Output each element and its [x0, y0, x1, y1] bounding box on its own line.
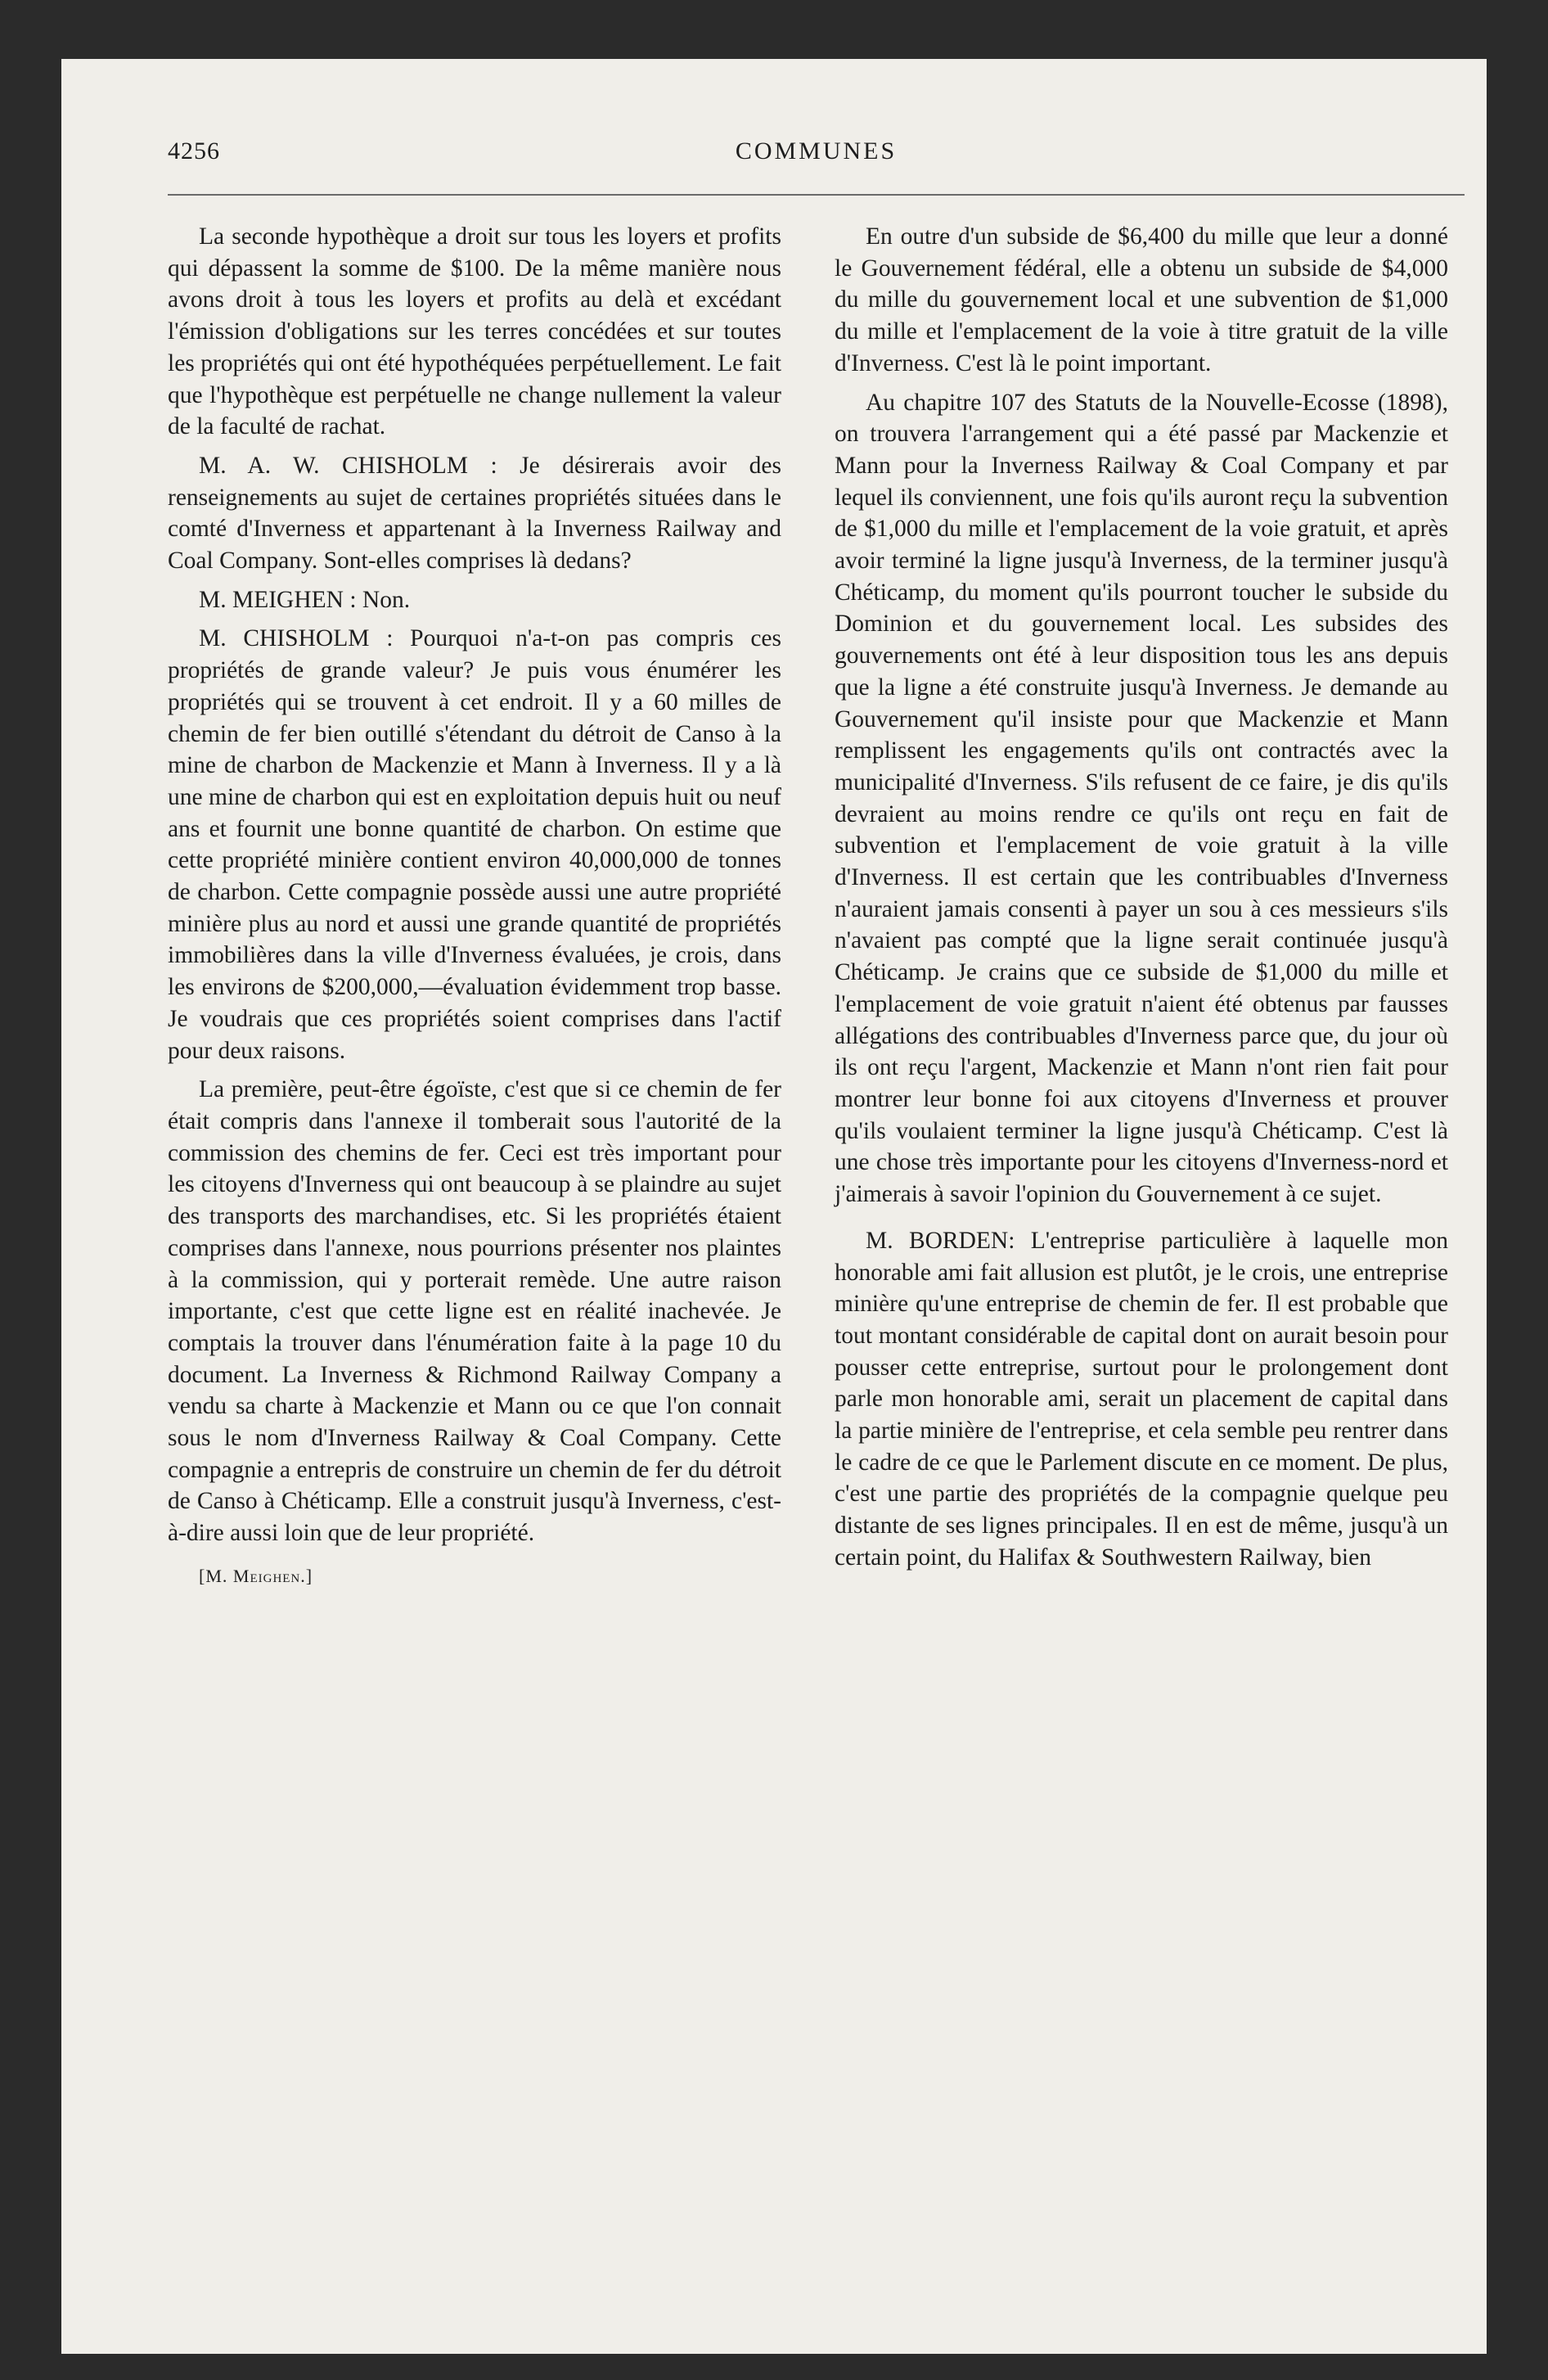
page-sheet: [61, 59, 1487, 2354]
page-header: [168, 137, 1465, 195]
paragraph: La première, peut-être égoïste, c'est que si ce chemin de fer était compris dans l'annexe il tomberait sous l'autorité de la commission des chemins de fer. Ceci est très important pour les citoyens d'Inverness qui ont beaucoup à se plaindre au sujet des transports des marchandises, etc. Si les propriétés étaient comprises dans l'annexe, nous pourrions présenter nos plaintes à la commission, qui y porterait remède. Une autre raison importante, c'est que cette ligne est en réalité inachevée. Je comptais la trouver dans l'énumération faite à la page 10 du document. La Inverness & Richmond Railway Company a vendu sa charte à Mackenzie et Mann ou ce que l'on connait sous le nom d'Inverness Railway & Coal Company. Cette compagnie a entrepris de construire un chemin de fer du détroit de Canso à Chéticamp. Elle a construit jusqu'à Inverness, c'est-à-dire aussi loin que de leur propriété.: [168, 1076, 781, 1547]
right-column: [835, 221, 1448, 1581]
speaker-signature: [M. Meighen.]: [199, 1565, 313, 1586]
paragraph: M. BORDEN: L'entreprise particulière à laquelle mon honorable ami fait allusion est plutôt, je le crois, une entreprise minière qu'une entreprise de chemin de fer. Il est probable que tout montant considérable de capital dont on aurait besoin pour pousser cette entreprise, surtout pour le prolongement dont parle mon honorable ami, serait un placement de capital dans la partie minière de l'entreprise, et cela semble peu rentrer dans le cadre de ce que le Parlement discute en ce moment. De plus, c'est une partie des propriétés de la compagnie quelque peu distante de ses lignes principales. Il en est de même, jusqu'à un certain point, du Halifax & Southwestern Railway, bien: [835, 1227, 1448, 1571]
page-number: 4256: [168, 137, 220, 165]
paragraph: Au chapitre 107 des Statuts de la Nouvelle-Ecosse (1898), on trouvera l'arrangement qui a été passé par Mackenzie et Mann pour la Inverness Railway & Coal Company et par lequel ils conviennent, une fois qu'ils auront reçu la subvention de $1,000 du mille et l'emplacement de la voie gratuit, et après avoir terminé la ligne jusqu'à Inverness, de la terminer jusqu'à Chéticamp, du moment qu'ils pourront toucher le subside du Dominion et du gouvernement local. Les subsides des gouvernements ont été à leur disposition tous les ans depuis que la ligne a été construite jusqu'à Inverness. Je demande au Gouvernement qu'il insiste pour que Mackenzie et Mann remplissent les engagements qu'ils ont contractés avec la municipalité d'Inverness. S'ils refusent de ce faire, je dis qu'ils devraient au moins rendre ce qu'ils ont reçu en fait de subvention et l'emplacement de voie gratuit à la ville d'Inverness. Il est certain que les contribuables d'Inverness n'auraient jamais consenti à payer un sou à ces messieurs s'ils n'avaient pas compté que la ligne serait continuée jusqu'à Chéticamp. Je crains que ce subside de $1,000 du mille et l'emplacement de voie gratuit n'aient été obtenus par fausses allégations des contribuables d'Inverness parce que, du jour où ils ont reçu l'argent, Mackenzie et Mann n'ont rien fait pour montrer leur bonne foi aux citoyens d'Inverness et prouver qu'ils voulaient terminer la ligne jusqu'à Chéticamp. C'est là une chose très importante pour les citoyens d'Inverness-nord et j'aimerais à savoir l'opinion du Gouvernement à ce sujet.: [835, 389, 1448, 1208]
paragraph: En outre d'un subside de $6,400 du mille que leur a donné le Gouvernement fédéral, elle a obtenu un subside de $4,000 du mille du gouvernement local et une subvention de $1,000 du mille et l'emplacement de la voie à titre gratuit de la ville d'Inverness. C'est là le point important.: [835, 223, 1448, 376]
paragraph: M. CHISHOLM : Pourquoi n'a-t-on pas compris ces propriétés de grande valeur? Je puis vous énumérer les propriétés qui se trouvent à cet endroit. Il y a 60 milles de chemin de fer bien outillé s'étendant du détroit de Canso à la mine de charbon de Mackenzie et Mann à Inverness. Il y a là une mine de charbon qui est en exploitation depuis huit ou neuf ans et fournit une bonne quantité de charbon. On estime que cette propriété minière contient environ 40,000,000 de tonnes de charbon. Cette compagnie possède aussi une autre propriété minière plus au nord et aussi une grande quantité de propriétés immobilières dans la ville d'Inverness évaluées, je crois, dans les environs de $200,000,—évaluation évidemment trop basse. Je voudrais que ces propriétés soient comprises dans l'actif pour deux raisons.: [168, 625, 781, 1064]
paragraph: M. A. W. CHISHOLM : Je désirerais avoir des renseignements au sujet de certaines propriétés situées dans le comté d'Inverness et appartenant à la Inverness Railway and Coal Company. Sont-elles comprises là dedans?: [168, 452, 781, 575]
running-title: COMMUNES: [735, 137, 898, 165]
paragraph: La seconde hypothèque a droit sur tous les loyers et profits qui dépassent la somme de $100. De la même manière nous avons droit à tous les loyers et profits au delà et excédant l'émission d'obligations sur les terres concédées et sur toutes les propriétés qui ont été hypothéquées perpétuellement. Le fait que l'hypothèque est perpétuelle ne change nullement la valeur de la faculté de rachat.: [168, 223, 781, 440]
header-rule: [168, 194, 1465, 196]
paragraph: M. MEIGHEN : Non.: [199, 586, 411, 613]
left-column: [168, 221, 781, 1593]
